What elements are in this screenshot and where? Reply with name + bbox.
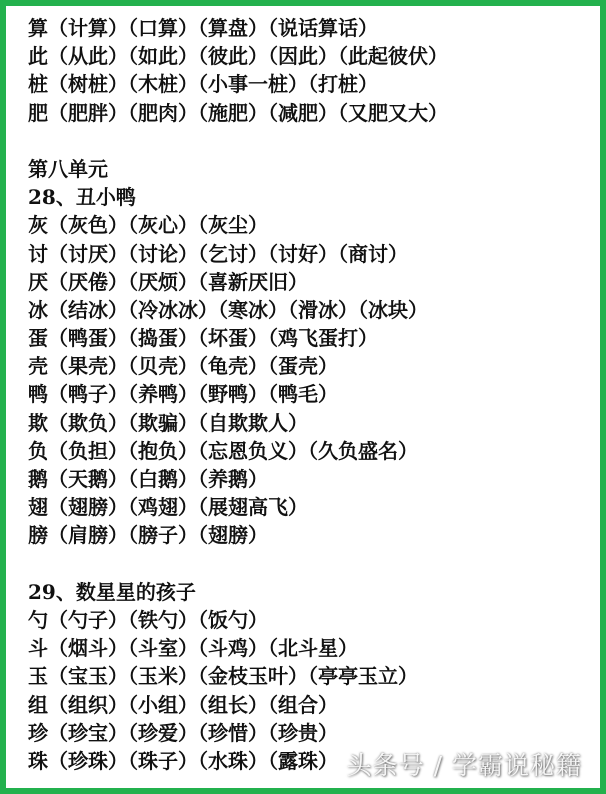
word-line: 桩（树桩）（木桩）（小事一桩）（打桩） bbox=[28, 72, 378, 97]
word-line: 灰（灰色）（灰心）（灰尘） bbox=[28, 213, 268, 238]
word-line: 壳（果壳）（贝壳）（龟壳）（蛋壳） bbox=[28, 354, 338, 379]
word-line: 鸭（鸭子）（养鸭）（野鸭）（鸭毛） bbox=[28, 382, 338, 407]
word-line: 翅（翅膀）（鸡翅）（展翅高飞） bbox=[28, 495, 308, 520]
word-line: 斗（烟斗）（斗室）（斗鸡）（北斗星） bbox=[28, 636, 358, 661]
spacer bbox=[28, 550, 598, 578]
word-line: 鹅（天鹅）（白鹅）（养鹅） bbox=[28, 467, 268, 491]
unit-heading: 第八单元 bbox=[28, 156, 108, 181]
lesson-title: 28、丑小鸭 bbox=[28, 185, 136, 210]
word-line: 厌（厌倦）（厌烦）（喜新厌旧） bbox=[28, 269, 308, 294]
spacer bbox=[28, 127, 598, 155]
watermark-text: 头条号 / 学霸说秘籍 bbox=[346, 751, 582, 780]
vocabulary-list bbox=[28, 14, 598, 775]
word-line: 此（从此）（如此）（彼此）（因此）（此起彼伏） bbox=[28, 44, 448, 69]
word-line: 负（负担）（抱负）（忘恩负义）（久负盛名） bbox=[28, 438, 418, 463]
word-line: 讨（讨厌）（讨论）（乞讨）（讨好）（商讨） bbox=[28, 241, 408, 266]
word-line: 珠（珍珠）（珠子）（水珠）（露珠） bbox=[28, 748, 338, 773]
word-line: 蛋（鸭蛋）（捣蛋）（坏蛋）（鸡飞蛋打） bbox=[28, 326, 378, 351]
word-line: 勺（勺子）（铁勺）（饭勺） bbox=[28, 607, 268, 632]
word-line: 玉（宝玉）（玉米）（金枝玉叶）（亭亭玉立） bbox=[28, 664, 418, 689]
word-line: 冰（结冰）（冷冰冰）（寒冰）（滑冰）（冰块） bbox=[28, 297, 428, 322]
lesson-title: 29、数星星的孩子 bbox=[28, 579, 196, 604]
word-line: 珍（珍宝）（珍爱）（珍惜）（珍贵） bbox=[28, 720, 338, 745]
word-line: 肥（肥胖）（肥肉）（施肥）（减肥）（又肥又大） bbox=[28, 100, 448, 125]
word-line: 算（计算）（口算）（算盘）（说话算话） bbox=[28, 16, 378, 40]
word-line: 组（组织）（小组）（组长）（组合） bbox=[28, 692, 338, 717]
word-line: 膀（肩膀）（膀子）（翅膀） bbox=[28, 523, 268, 548]
word-line: 欺（欺负）（欺骗）（自欺欺人） bbox=[28, 410, 308, 435]
